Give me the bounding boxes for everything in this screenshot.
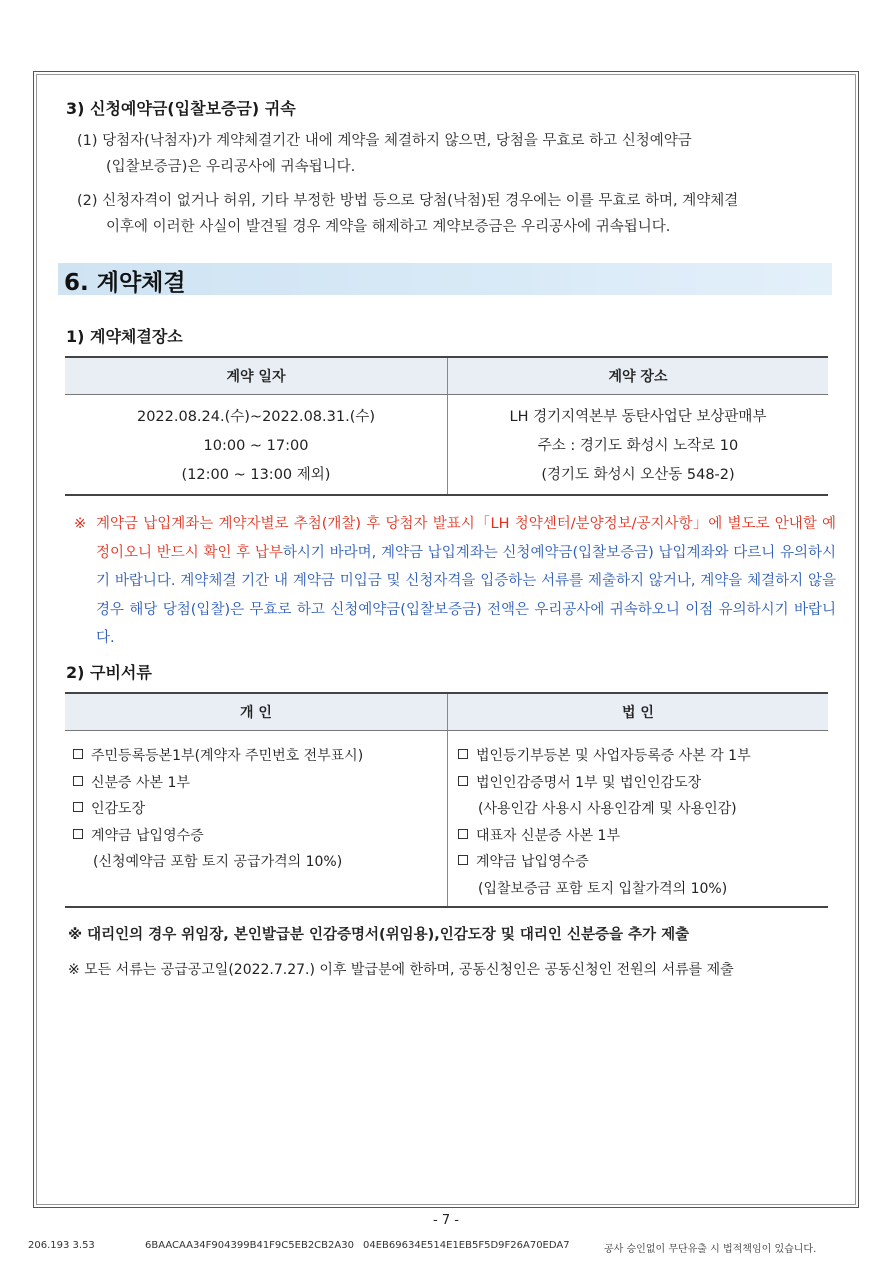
- page-number: - 7 -: [433, 1213, 459, 1228]
- personal-doc-4: 계약금 납입영수증: [73, 823, 447, 850]
- sec3-item1-line2: (입찰보증금)은 우리공사에 귀속됩니다.: [106, 159, 356, 175]
- sub1-title: 1) 계약체결장소: [66, 327, 183, 346]
- required-docs-table: [65, 692, 828, 908]
- date-line-3: (12:00 ~ 13:00 제외): [181, 467, 331, 483]
- sec3-item2-line1: (2) 신청자격이 없거나 허위, 기타 부정한 방법 등으로 당첨(낙첨)된 경우에는 이를 무효로 하며, 계약체결: [77, 193, 739, 209]
- th-personal: 개 인: [65, 693, 448, 731]
- personal-doc-2: 신분증 사본 1부: [73, 770, 447, 797]
- th-contract-date: 계약 일자: [65, 357, 448, 395]
- footer-warning: 공사 승인없이 무단유출 시 법적책임이 있습니다.: [604, 1244, 817, 1255]
- corp-doc-2: 법인인감증명서 1부 및 법인인감도장: [458, 770, 828, 797]
- personal-doc-3: 인감도장: [73, 796, 447, 823]
- th-contract-place: 계약 장소: [448, 357, 829, 395]
- footer-hash-2: 04EB69634E514E1EB5F5D9F26A70EDA7: [363, 1240, 570, 1251]
- corp-doc-4: 계약금 납입영수증: [458, 849, 828, 876]
- corp-doc-1: 법인등기부등본 및 사업자등록증 사본 각 1부: [458, 743, 828, 770]
- agent-note: ※ 대리인의 경우 위임장, 본인발급분 인감증명서(위임용),인감도장 및 대리인 신분증을 추가 제출: [68, 927, 690, 943]
- notice-blue-text: 하시기 바라며, 계약금 납입계좌는 신청예약금(입찰보증금) 납입계좌와 다르니 유의하시기 바랍니다. 계약체결 기간 내 계약금 미입금 및 신청자격을 입증하는 서류를 제출하지 않거나, 계약을 체결하지 않을 경우 해당 당첨(입찰)은 무효로 하고 신청예약금(입찰보증금) 전액은 우리공사에 귀속하오니 이점 유의하시기 바랍니다.: [96, 544, 836, 646]
- place-line-2: 주소 : 경기도 화성시 노작로 10: [537, 438, 739, 454]
- corp-doc-note-2: (입찰보증금 포함 토지 입찰가격의 10%): [478, 880, 728, 897]
- corp-doc-3: 대표자 신분증 사본 1부: [458, 823, 828, 850]
- corp-doc-note-1: (사용인감 사용시 사용인감계 및 사용인감): [478, 801, 737, 817]
- footer-hash-1: 6BAACAA34F904399B41F9C5EB2CB2A30: [145, 1240, 354, 1251]
- section-6-title: 6. 계약체결: [64, 270, 186, 296]
- footer-left: 206.193 3.53: [28, 1240, 95, 1251]
- payment-notice: [74, 510, 836, 653]
- personal-doc-note: (신청예약금 포함 토지 공급가격의 10%): [93, 854, 343, 870]
- sec3-item2-line2: 이후에 이러한 사실이 발견될 경우 계약을 해제하고 계약보증금은 우리공사에 귀속됩니다.: [106, 219, 671, 235]
- notice-red-text: 계약금 납입계좌는 계약자별로 추첨(개찰) 후 당첨자 발표시「LH 청약센터/분양정보/공지사항」에 별도로 안내할 예정이오니 반드시 확인 후 납부: [96, 516, 836, 561]
- notice-mark: ※: [74, 516, 87, 532]
- contract-place-table: [65, 356, 828, 496]
- section-3-title: 3) 신청예약금(입찰보증금) 귀속: [66, 99, 296, 118]
- sec3-item1-line1: (1) 당첨자(낙첨자)가 계약체결기간 내에 계약을 체결하지 않으면, 당첨을 무효로 하고 신청예약금: [77, 133, 692, 149]
- date-line-2: 10:00 ~ 17:00: [203, 438, 309, 454]
- sub2-title: 2) 구비서류: [66, 663, 152, 682]
- date-line-1: 2022.08.24.(수)~2022.08.31.(수): [136, 409, 376, 425]
- documents-note: ※ 모든 서류는 공급공고일(2022.7.27.) 이후 발급분에 한하며, 공동신청인은 공동신청인 전원의 서류를 제출: [68, 962, 734, 978]
- place-line-3: (경기도 화성시 오산동 548-2): [541, 467, 735, 483]
- personal-doc-1: 주민등록등본1부(계약자 주민번호 전부표시): [73, 743, 447, 770]
- th-corporate: 법 인: [448, 693, 829, 731]
- place-line-1: LH 경기지역본부 동탄사업단 보상판매부: [509, 409, 767, 425]
